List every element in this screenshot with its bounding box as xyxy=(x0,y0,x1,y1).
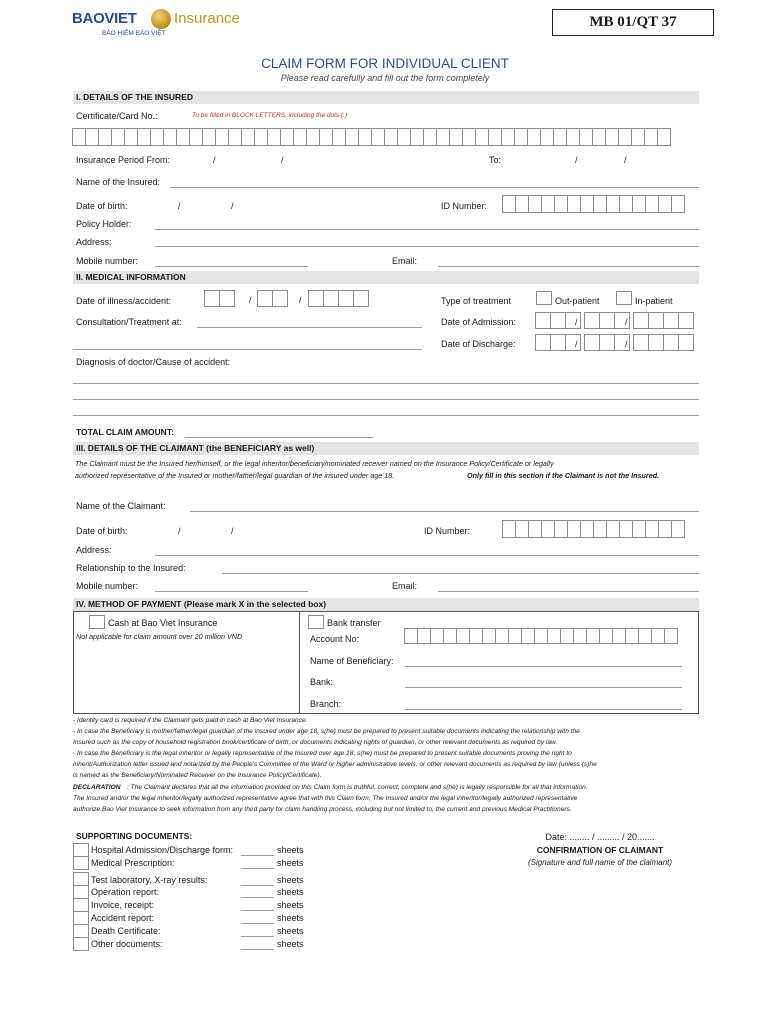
date-slash: / xyxy=(575,155,578,165)
consultation-field-2[interactable] xyxy=(73,349,422,350)
doc-label: Invoice, receipt: xyxy=(91,900,155,910)
bank-field[interactable] xyxy=(405,687,682,688)
date-slash: / xyxy=(178,201,181,211)
declaration-line-1: : The Claimant declares that all the information provided on this Claim form is truthful, correct, complete and s(he) is legally responsible for all that information. xyxy=(127,784,588,791)
doc-checkbox[interactable] xyxy=(73,843,89,857)
doc-checkbox[interactable] xyxy=(73,898,89,912)
declaration-line-3: authorize Bao Viet Insurance to seek information from any third party for claim handling process, including but not limited to, the current and previous Medical Practitioners. xyxy=(73,806,572,813)
claimant-name-field[interactable] xyxy=(190,511,699,512)
doc-sheets-field[interactable] xyxy=(241,885,274,886)
logo-product: Insurance xyxy=(174,10,240,27)
diagnosis-line-2[interactable] xyxy=(73,399,699,400)
sheets-label: sheets xyxy=(277,887,304,897)
discharge-year-boxes[interactable] xyxy=(634,334,694,351)
date-slash: / xyxy=(625,339,628,349)
claimant-dob-label: Date of birth: xyxy=(76,526,128,536)
beneficiary-label: Name of Beneficiary: xyxy=(310,656,394,666)
date-slash: / xyxy=(231,526,234,536)
signature-instruction: (Signature and full name of the claimant) xyxy=(527,858,673,867)
claimant-address-field[interactable] xyxy=(155,555,699,556)
id-number-boxes[interactable] xyxy=(503,195,685,213)
date-illness-label: Date of illness/accident: xyxy=(76,296,172,306)
claimant-note-2: authorized representative of the Insured or mother/father/legal guardian of the insured under age 18. xyxy=(75,471,395,480)
claimant-mobile-label: Mobile number: xyxy=(76,581,139,591)
email-field[interactable] xyxy=(438,266,699,267)
admission-year-boxes[interactable] xyxy=(634,312,694,329)
logo-tagline: BẢO HIỂM BẢO VIỆT xyxy=(102,30,166,37)
relationship-field[interactable] xyxy=(222,573,699,574)
doc-label: Hospital Admission/Discharge form: xyxy=(91,845,234,855)
policy-holder-label: Policy Holder: xyxy=(76,219,132,229)
bank-transfer-checkbox[interactable] xyxy=(308,615,324,629)
cert-number-boxes[interactable] xyxy=(73,128,671,146)
account-number-boxes[interactable] xyxy=(405,628,678,644)
policy-holder-field[interactable] xyxy=(155,229,699,230)
claimant-note-bold: Only fill in this section if the Claimant is not the Insured. xyxy=(467,471,660,480)
address-label: Address: xyxy=(76,237,112,247)
claimant-id-boxes[interactable] xyxy=(503,520,685,538)
illness-year-boxes[interactable] xyxy=(309,290,369,307)
discharge-month-boxes[interactable] xyxy=(585,334,630,351)
account-no-label: Account No: xyxy=(310,634,360,644)
diagnosis-line-3[interactable] xyxy=(73,415,699,416)
insured-name-label: Name of the Insured: xyxy=(76,177,161,187)
section-4-heading: IV. METHOD OF PAYMENT (Please mark X in the selected box) xyxy=(73,598,699,611)
date-admission-label: Date of Admission: xyxy=(441,317,517,327)
doc-checkbox[interactable] xyxy=(73,937,89,951)
sheets-label: sheets xyxy=(277,926,304,936)
date-slash: / xyxy=(575,339,578,349)
diagnosis-label: Diagnosis of doctor/Cause of accident: xyxy=(76,357,231,367)
in-patient-checkbox[interactable] xyxy=(616,291,632,305)
section-3-heading: III. DETAILS OF THE CLAIMANT (the BENEFICIARY as well) xyxy=(73,442,699,455)
payment-divider xyxy=(299,611,300,714)
doc-sheets-field[interactable] xyxy=(241,868,274,869)
consultation-label: Consultation/Treatment at: xyxy=(76,317,182,327)
address-field[interactable] xyxy=(155,246,699,247)
dob-label: Date of birth: xyxy=(76,201,128,211)
note-line: inherit/Authorization letter issued and notarized by the People's Committee of the Ward or higher administrative levels, or other relevant documents as required by law (unless (s)he xyxy=(73,761,597,768)
beneficiary-field[interactable] xyxy=(405,666,682,667)
doc-checkbox[interactable] xyxy=(73,885,89,899)
claimant-email-field[interactable] xyxy=(438,591,699,592)
claimant-mobile-field[interactable] xyxy=(155,591,308,592)
doc-label: Accident report: xyxy=(91,913,155,923)
note-line: - In case the Beneficiary is mother/father/legal guardian of the insured under age 18, s(he) must be prepared to present suitable documents indicating the relationship with the xyxy=(73,728,580,735)
mobile-label: Mobile number: xyxy=(76,256,139,266)
section-1-heading: I. DETAILS OF THE INSURED xyxy=(73,91,699,104)
note-line: is named as the Beneficiary/Nominated Receiver on the Insurance Policy/Certificate). xyxy=(73,772,322,779)
branch-field[interactable] xyxy=(405,709,682,710)
declaration-label: DECLARATION xyxy=(73,784,121,791)
insured-name-field[interactable] xyxy=(170,187,699,188)
date-slash: / xyxy=(178,526,181,536)
cash-checkbox[interactable] xyxy=(89,615,105,629)
id-number-label: ID Number: xyxy=(441,201,488,211)
bank-label: Bank: xyxy=(310,677,334,687)
signature-date[interactable]: Date: ........ / ......... / 20....... xyxy=(545,832,655,842)
doc-sheets-field[interactable] xyxy=(241,897,274,898)
date-slash: / xyxy=(231,201,234,211)
admission-month-boxes[interactable] xyxy=(585,312,630,329)
date-slash: / xyxy=(299,295,302,305)
type-treatment-label: Type of treatment xyxy=(441,296,512,306)
date-slash: / xyxy=(281,155,284,165)
doc-label: Operation report: xyxy=(91,887,160,897)
period-from-label: Insurance Period From: xyxy=(76,155,171,165)
illness-month-boxes[interactable] xyxy=(258,290,288,307)
doc-checkbox[interactable] xyxy=(73,924,89,938)
diagnosis-line-1[interactable] xyxy=(73,383,699,384)
in-patient-label: In-patient xyxy=(635,296,673,306)
cash-label: Cash at Bao Viet Insurance xyxy=(108,618,218,628)
doc-checkbox[interactable] xyxy=(73,872,89,886)
note-line: - Identity card is required if the Claimant gets paid in cash at Bao Viet Insurance. xyxy=(73,717,308,724)
doc-label: Medical Prescription: xyxy=(91,858,175,868)
doc-label: Other documents: xyxy=(91,939,163,949)
doc-sheets-field[interactable] xyxy=(241,910,274,911)
claimant-email-label: Email: xyxy=(392,581,418,591)
out-patient-checkbox[interactable] xyxy=(536,291,552,305)
date-slash: / xyxy=(625,317,628,327)
branch-label: Branch: xyxy=(310,699,342,709)
date-discharge-label: Date of Discharge: xyxy=(441,339,516,349)
note-line: - In case the Beneficiary is the legal inheritor or legally representative of the Insured over age 18, s(he) must be prepared to present suitable documents proving the right to xyxy=(73,750,572,757)
sheets-label: sheets xyxy=(277,913,304,923)
doc-label: Death Certificate: xyxy=(91,926,161,936)
sheets-label: sheets xyxy=(277,900,304,910)
date-slash: / xyxy=(249,295,252,305)
doc-label: Test laboratory, X-ray results: xyxy=(91,875,208,885)
total-claim-field[interactable] xyxy=(185,437,373,438)
claimant-address-label: Address: xyxy=(76,545,112,555)
section-2-heading: II. MEDICAL INFORMATION xyxy=(73,271,699,284)
doc-sheets-field[interactable] xyxy=(241,936,274,937)
doc-sheets-field[interactable] xyxy=(241,949,274,950)
page-title: CLAIM FORM FOR INDIVIDUAL CLIENT xyxy=(261,56,509,71)
company-logo xyxy=(72,8,262,42)
date-slash: / xyxy=(624,155,627,165)
logo-brand: BAOVIET xyxy=(72,10,137,27)
form-code: MB 01/QT 37 xyxy=(589,14,677,30)
total-claim-label: TOTAL CLAIM AMOUNT: xyxy=(76,427,174,437)
doc-sheets-field[interactable] xyxy=(241,855,274,856)
globe-icon xyxy=(151,9,171,29)
sheets-label: sheets xyxy=(277,858,304,868)
relationship-label: Relationship to the Insured: xyxy=(76,563,186,573)
sheets-label: sheets xyxy=(277,875,304,885)
supporting-heading: SUPPORTING DOCUMENTS: xyxy=(76,831,193,841)
declaration-line-2: The Insured and/or the legal inheritor/legally authorized representative agree that with this Claim form, The Insured and/or the legal inheritor/legally authorized representative xyxy=(73,795,578,802)
period-to-label: To: xyxy=(489,155,502,165)
email-label: Email: xyxy=(392,256,418,266)
cert-hint: To be filled in BLOCK LETTERS, including the dots (.) xyxy=(192,112,348,119)
note-line: Insured such as the copy of household registration book/certificate of birth, or documents indicating rights of guardian, or other relevant documents as required by law. xyxy=(73,739,558,746)
out-patient-label: Out-patient xyxy=(555,296,600,306)
bank-transfer-label: Bank transfer xyxy=(327,618,381,628)
date-slash: / xyxy=(575,317,578,327)
cash-note: Not applicable for claim amount over 20 million VND xyxy=(76,632,243,641)
mobile-field[interactable] xyxy=(155,266,308,267)
confirmation-heading: CONFIRMATION OF CLAIMANT xyxy=(536,845,664,855)
page-subtitle: Please read carefully and fill out the form completely xyxy=(280,73,490,83)
date-slash: / xyxy=(213,155,216,165)
claimant-note-1: The Claimant must be the Insured her/himself, or the legal inheritor/beneficiary/nominated receiver named on the Insurance Policy/Certificate or legally xyxy=(75,459,554,468)
claimant-name-label: Name of the Claimant: xyxy=(76,501,166,511)
sheets-label: sheets xyxy=(277,939,304,949)
consultation-field[interactable] xyxy=(197,327,422,328)
doc-checkbox[interactable] xyxy=(73,911,89,925)
doc-checkbox[interactable] xyxy=(73,856,89,870)
cert-label: Certificate/Card No.: xyxy=(76,111,158,121)
sheets-label: sheets xyxy=(277,845,304,855)
illness-day-boxes[interactable] xyxy=(205,290,235,307)
doc-sheets-field[interactable] xyxy=(241,923,274,924)
claimant-id-label: ID Number: xyxy=(424,526,471,536)
form-code-box xyxy=(552,9,714,36)
